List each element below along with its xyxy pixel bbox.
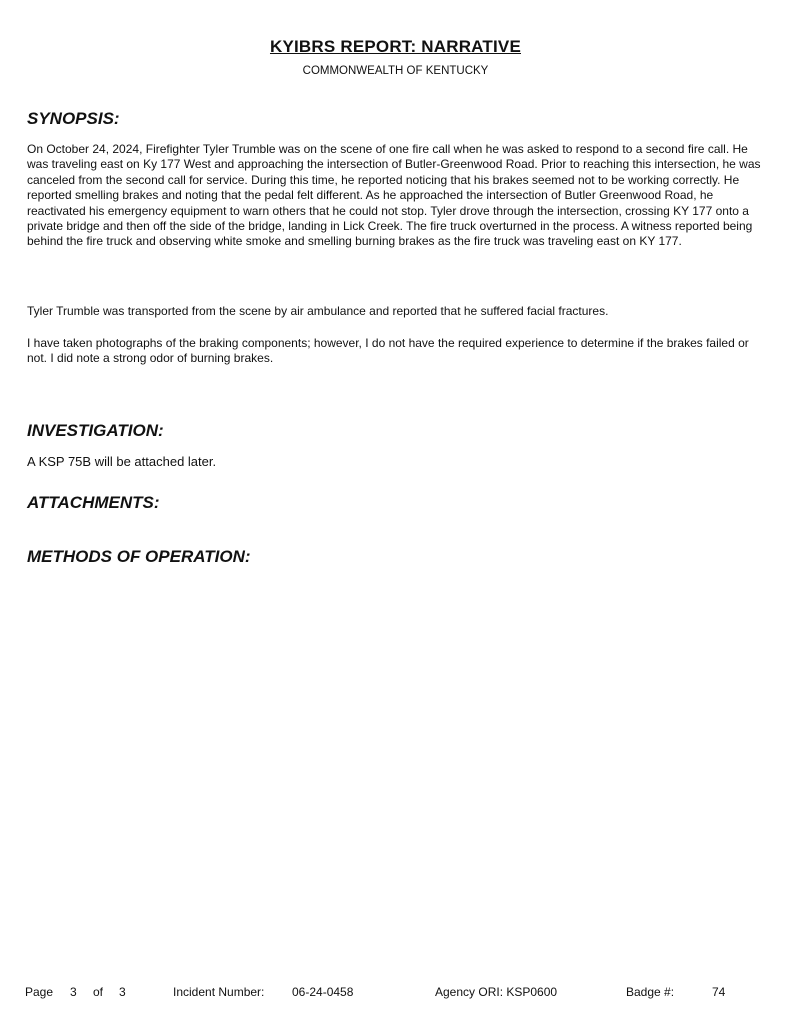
footer-of-label: of: [93, 985, 104, 999]
methods-heading: METHODS OF OPERATION:: [27, 547, 251, 566]
footer-page-label: Page: [25, 985, 54, 999]
report-subtitle: COMMONWEALTH OF KENTUCKY: [302, 65, 489, 77]
page-footer: [0, 985, 791, 1001]
footer-incident-value: 06-24-0458: [292, 985, 354, 999]
synopsis-paragraph-1: On October 24, 2024, Firefighter Tyler Trumble was on the scene of one fire call when he was asked to respond to a second fire call. He was traveling east on Ky 177 West and approaching the intersection of Butler-Greenwood Road. Prior to reaching this intersection, he was canceled from the second call for service. During this time, he reported noticing that his brakes seemed not to be working correctly. He reported smelling brakes and noting that the pedal felt different. As he approached the intersection of Butler Greenwood Road, he reactivated his emergency equipment to warn others that he could not stop. Tyler drove through the intersection, crossing KY 177 onto a private bridge and then off the side of the bridge, landing in Lick Creek. The fire truck overturned in the process. A witness reported being behind the fire truck and observing white smoke and smelling burning brakes as the fire truck was traveling east on KY 177.: [27, 142, 761, 249]
attachments-heading: ATTACHMENTS:: [27, 493, 160, 512]
footer-badge-label: Badge #:: [626, 985, 675, 999]
synopsis-paragraph-2: Tyler Trumble was transported from the scene by air ambulance and reported that he suffered facial fractures.: [27, 304, 609, 318]
report-title: KYIBRS REPORT: NARRATIVE: [269, 37, 521, 56]
investigation-heading: INVESTIGATION:: [27, 421, 164, 440]
investigation-text: A KSP 75B will be attached later.: [27, 454, 217, 469]
footer-page-current: 3: [70, 985, 77, 999]
synopsis-paragraph-3: I have taken photographs of the braking components; however, I do not have the required experience to determine if the brakes failed or not. I did note a strong odor of burning brakes.: [27, 336, 749, 366]
footer-agency-ori: Agency ORI: KSP0600: [435, 985, 558, 999]
synopsis-heading: SYNOPSIS:: [27, 109, 120, 128]
footer-badge-value: 74: [712, 985, 726, 999]
footer-page-total: 3: [119, 985, 126, 999]
footer-incident-label: Incident Number:: [173, 985, 265, 999]
